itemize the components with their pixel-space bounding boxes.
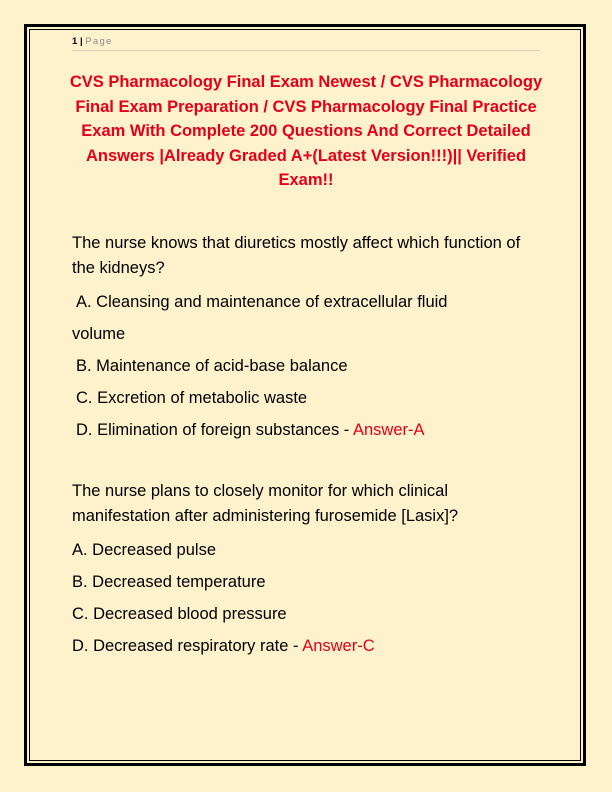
question-1-option-a: A. Cleansing and maintenance of extracellular fluid bbox=[76, 293, 448, 311]
question-1-answer: Answer-A bbox=[353, 421, 425, 439]
document-title: CVS Pharmacology Final Exam Newest / CVS Pharmacology Final Exam Preparation / CVS Pharmacology Final Practice Exam With Complete 200 Questions And Correct Detailed Answers |Already Graded A+(Latest Version!!!)|| Verified Exam!! bbox=[69, 73, 543, 189]
question-2-answer: Answer-C bbox=[302, 637, 375, 655]
question-2-option-c: C. Decreased blood pressure bbox=[72, 605, 287, 623]
question-1-option-c: C. Excretion of metabolic waste bbox=[76, 389, 308, 407]
question-1-option-b: B. Maintenance of acid-base balance bbox=[76, 357, 348, 375]
question-1 bbox=[72, 231, 540, 446]
question-2-option-a: A. Decreased pulse bbox=[72, 541, 216, 559]
question-1-option-a-continued: volume bbox=[72, 325, 126, 343]
page-separator: | bbox=[79, 36, 83, 47]
question-2-text: The nurse plans to closely monitor for which clinical manifestation after administering furosemide [Lasix]? bbox=[72, 482, 459, 525]
question-2 bbox=[72, 479, 540, 662]
page-header bbox=[72, 36, 540, 51]
question-1-option-d-line bbox=[72, 414, 540, 446]
question-1-text: The nurse knows that diuretics mostly affect which function of the kidneys? bbox=[72, 234, 521, 277]
question-2-option-d-line bbox=[72, 630, 540, 662]
page-number: 1 bbox=[72, 36, 78, 47]
question-2-option-b: B. Decreased temperature bbox=[72, 573, 266, 591]
question-1-option-d: D. Elimination of foreign substances - bbox=[76, 421, 350, 439]
question-2-option-d: D. Decreased respiratory rate - bbox=[72, 637, 299, 655]
page-label: Page bbox=[85, 36, 113, 47]
